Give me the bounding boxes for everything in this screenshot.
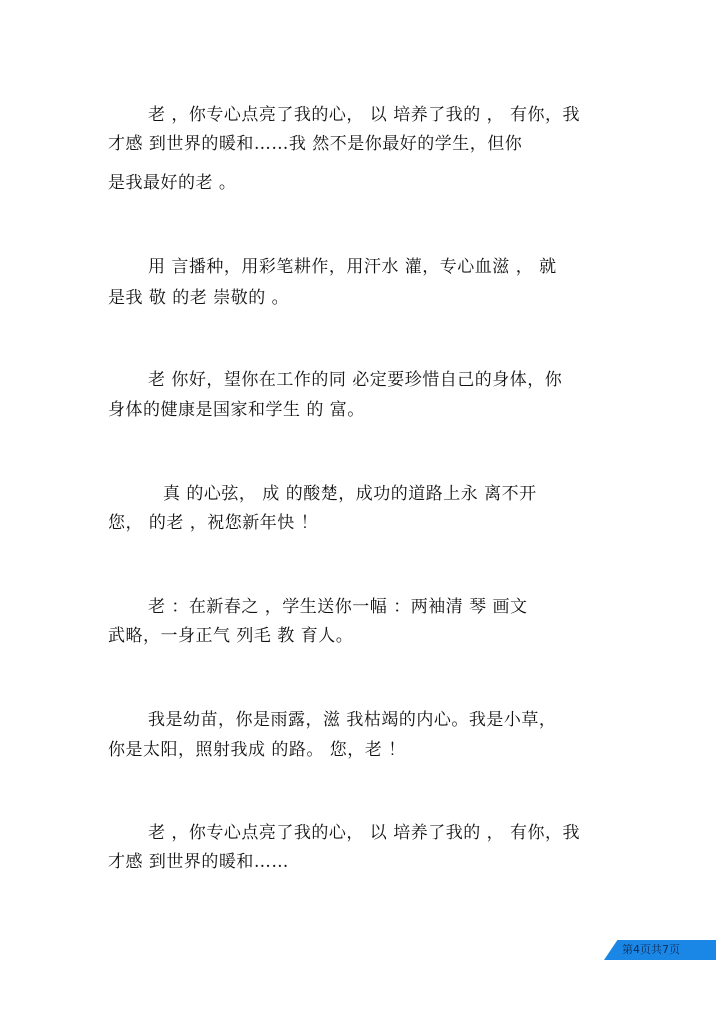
paragraph-line: 才感 到世界的暖和……我 然不是你最好的学生，但你 xyxy=(108,134,523,154)
paragraph-line: 你是太阳，照射我成 的路。 您，老 ！ xyxy=(108,740,406,760)
paragraph-line: 才感 到世界的暖和…… xyxy=(108,852,289,872)
paragraph-line: 您， 的老 ，祝您新年快 ！ xyxy=(108,513,319,533)
paragraph-line: 我是幼苗，你是雨露，滋 我枯竭的内心。我是小草， xyxy=(148,710,557,730)
paragraph-line: 用 言播种，用彩笔耕作，用汗水 灌，专心血滋 ， 就 xyxy=(148,257,557,277)
paragraph-line: 老 你好，望你在工作的同 必定要珍惜自己的身体，你 xyxy=(148,370,563,390)
paragraph-line: 老 ，你专心点亮了我的心， 以 培养了我的 ， 有你，我 xyxy=(148,823,581,843)
paragraph-line: 身体的健康是国家和学生 的 富。 xyxy=(108,400,365,420)
paragraph-line: 真 的心弦， 成 的酸楚，成功的道路上永 离不开 xyxy=(163,484,537,504)
paragraph-line: 是我 敬 的老 崇敬的 。 xyxy=(108,288,290,308)
paragraph-line: 老 ，你专心点亮了我的心， 以 培养了我的 ， 有你，我 xyxy=(148,105,581,125)
paragraph-line: 是我最好的老 。 xyxy=(108,173,237,193)
paragraph-line: 老 ：在新春之 ，学生送你一幅 ：两袖清 琴 画文 xyxy=(148,597,528,617)
paragraph-line: 武略，一身正气 列毛 教 育人。 xyxy=(108,626,354,646)
page-indicator-label: 第4页共7页 xyxy=(622,943,680,956)
page-indicator xyxy=(604,940,716,960)
